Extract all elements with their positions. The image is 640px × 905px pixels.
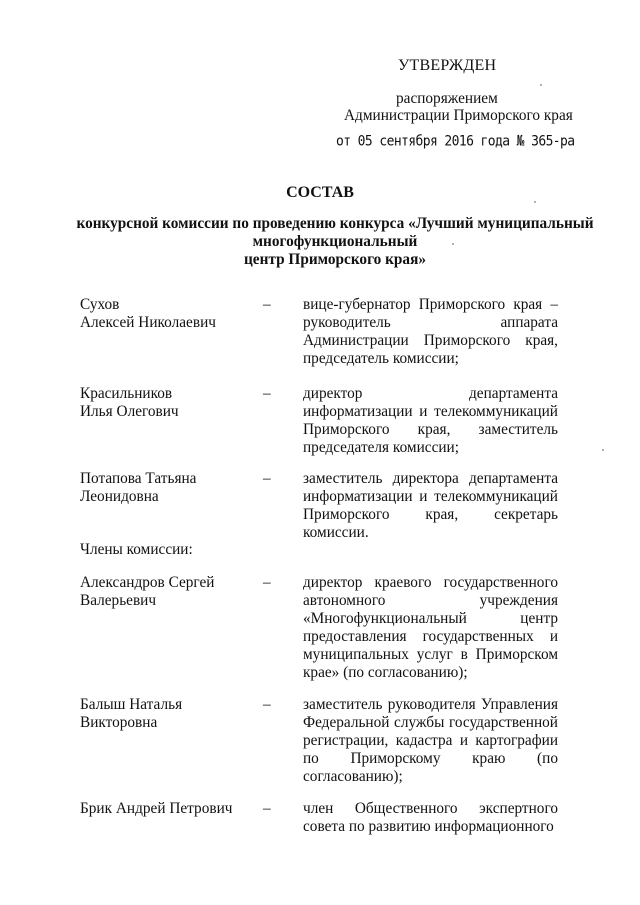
approved-stamp-title: УТВЕРЖДЕН bbox=[398, 57, 497, 74]
member-name bbox=[80, 385, 260, 421]
member-role: заместитель директора департамента информатизации и телекоммуникаций Приморского края, секретарь комиссии. bbox=[303, 470, 558, 541]
member-role: член Общественного экспертного совета по развитию информационного bbox=[303, 800, 558, 835]
separator-dash: – bbox=[263, 696, 271, 713]
member-given-names: Леонидовна bbox=[80, 488, 159, 505]
separator-dash: – bbox=[263, 574, 271, 591]
member-name bbox=[80, 800, 260, 818]
scan-speck bbox=[602, 449, 604, 451]
member-surname: Красильников bbox=[80, 385, 173, 402]
member-surname: Потапова Татьяна bbox=[80, 470, 197, 487]
members-section-label: Члены комиссии: bbox=[80, 541, 193, 558]
member-name bbox=[80, 470, 260, 506]
scan-speck bbox=[540, 84, 542, 86]
separator-dash: – bbox=[263, 385, 271, 402]
member-name bbox=[80, 574, 260, 610]
member-role: заместитель руководителя Управления Федеральной службы государственной регистрации, кадастра и картографии по Приморскому краю (по согласованию); bbox=[303, 696, 558, 785]
approval-order-line1: распоряжением bbox=[396, 90, 498, 107]
member-role: директор краевого государственного автономного учреждения «Многофункциональный центр предоставления государственных и муниципальных услуг в Приморском крае» (по согласованию); bbox=[303, 574, 558, 681]
subtitle-line3: центр Приморского края» bbox=[243, 251, 427, 268]
member-surname: Брик Андрей Петрович bbox=[80, 800, 233, 817]
separator-dash: – bbox=[263, 800, 271, 817]
scan-speck bbox=[452, 243, 454, 245]
separator-dash: – bbox=[263, 470, 271, 487]
member-role: вице-губернатор Приморского края – руководитель аппарата Администрации Приморского края, председатель комиссии; bbox=[303, 296, 558, 367]
member-name bbox=[80, 296, 260, 332]
member-given-names: Алексей Николаевич bbox=[80, 314, 216, 331]
scan-speck bbox=[534, 201, 536, 203]
subtitle-line2: многофункциональный bbox=[252, 233, 418, 250]
approval-order-line2: Администрации Приморского края bbox=[344, 107, 573, 124]
separator-dash: – bbox=[263, 296, 271, 313]
document-title: СОСТАВ bbox=[286, 184, 354, 201]
subtitle-line1: конкурсной комиссии по проведению конкурса «Лучший муниципальный bbox=[76, 215, 594, 232]
member-name bbox=[80, 696, 260, 732]
member-given-names: Викторовна bbox=[80, 714, 158, 731]
member-surname: Сухов bbox=[80, 296, 120, 313]
member-role: директор департамента информатизации и телекоммуникаций Приморского края, заместитель председателя комиссии; bbox=[303, 385, 558, 456]
member-given-names: Илья Олегович bbox=[80, 403, 179, 420]
member-surname: Балыш Наталья bbox=[80, 696, 183, 713]
member-surname: Александров Сергей bbox=[80, 574, 215, 591]
approval-date-line: от 05 сентября 2016 года № 365-ра bbox=[336, 133, 575, 150]
document-subtitle bbox=[70, 215, 600, 269]
member-given-names: Валерьевич bbox=[80, 592, 157, 609]
